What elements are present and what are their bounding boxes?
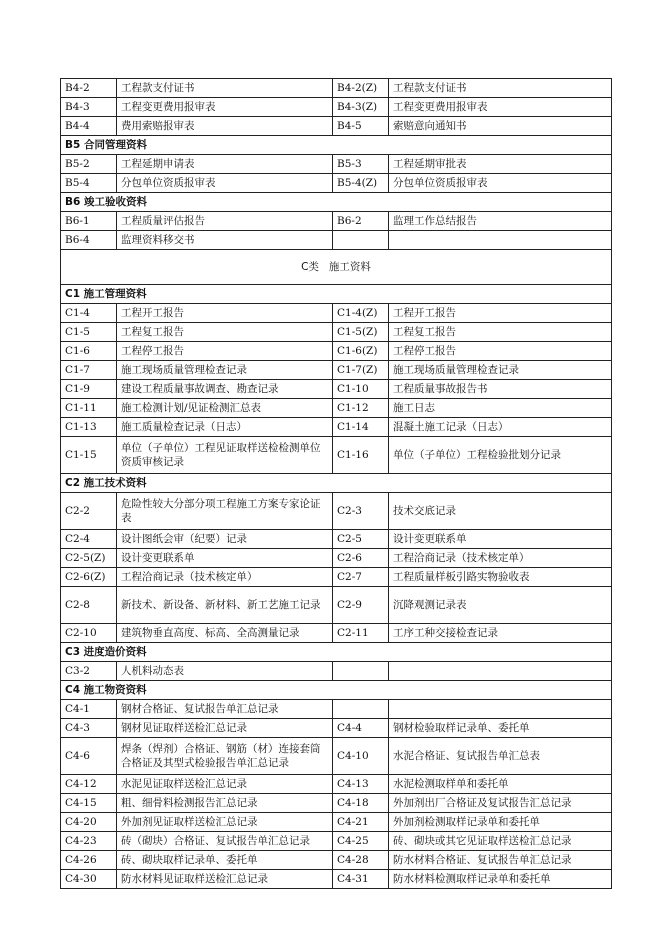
table-row (61, 530, 612, 549)
category-header-row (61, 250, 612, 285)
item-code-right: C4-13 (333, 775, 389, 794)
records-table-body (61, 79, 612, 889)
item-name-left: 砖（砌块）合格证、复试报告单汇总记录 (117, 832, 333, 851)
table-row (61, 738, 612, 775)
item-code-left: C4-30 (61, 870, 117, 889)
item-code-right: C4-31 (333, 870, 389, 889)
section-header-row (61, 474, 612, 493)
item-code-left: C4-3 (61, 719, 117, 738)
table-row (61, 79, 612, 98)
item-code-left: B4-2 (61, 79, 117, 98)
item-code-left: B4-3 (61, 98, 117, 117)
item-name-right: 钢材检验取样记录单、委托单 (389, 719, 612, 738)
item-name-left: 施工检测计划/见证检测汇总表 (117, 399, 333, 418)
table-row (61, 437, 612, 474)
item-code-right: C1-6(Z) (333, 342, 389, 361)
item-name-left: 设计图纸会审（纪要）记录 (117, 530, 333, 549)
section-title: B5 合同管理资料 (61, 136, 612, 155)
table-row (61, 851, 612, 870)
item-name-right: 工程洽商记录（技术核定单） (389, 549, 612, 568)
item-code-left: B5-2 (61, 155, 117, 174)
item-code-right: B5-4(Z) (333, 174, 389, 193)
item-name-left: 工程停工报告 (117, 342, 333, 361)
section-header-row (61, 681, 612, 700)
item-code-left: B4-4 (61, 117, 117, 136)
item-name-right: 施工现场质量管理检查记录 (389, 361, 612, 380)
item-code-right: C2-9 (333, 587, 389, 624)
records-table (60, 78, 612, 889)
item-name-left: 新技术、新设备、新材料、新工艺施工记录 (117, 587, 333, 624)
item-name-left: 钢材见证取样送检汇总记录 (117, 719, 333, 738)
item-name-left: 工程延期申请表 (117, 155, 333, 174)
item-name-right: 工程延期审批表 (389, 155, 612, 174)
item-code-right (333, 231, 389, 250)
item-code-right (333, 700, 389, 719)
item-code-right: C1-5(Z) (333, 323, 389, 342)
item-name-right: 监理工作总结报告 (389, 212, 612, 231)
item-code-left: C4-20 (61, 813, 117, 832)
table-row (61, 361, 612, 380)
table-row (61, 662, 612, 681)
item-code-left: C2-8 (61, 587, 117, 624)
item-name-left: 工程变更费用报审表 (117, 98, 333, 117)
item-code-right: C4-4 (333, 719, 389, 738)
section-header-row (61, 643, 612, 662)
table-row (61, 117, 612, 136)
item-code-left: C1-7 (61, 361, 117, 380)
table-row (61, 870, 612, 889)
item-name-left: 工程质量评估报告 (117, 212, 333, 231)
table-row (61, 719, 612, 738)
item-code-left: C2-5(Z) (61, 549, 117, 568)
table-row (61, 775, 612, 794)
section-title: B6 竣工验收资料 (61, 193, 612, 212)
item-name-left: 危险性较大分部分项工程施工方案专家论证表 (117, 493, 333, 530)
table-row (61, 568, 612, 587)
item-name-left: 外加剂见证取样送检汇总记录 (117, 813, 333, 832)
table-row (61, 418, 612, 437)
item-code-left: C4-26 (61, 851, 117, 870)
item-code-left: C2-10 (61, 624, 117, 643)
item-code-left: C2-6(Z) (61, 568, 117, 587)
item-name-left: 施工现场质量管理检查记录 (117, 361, 333, 380)
item-name-right (389, 231, 612, 250)
item-code-left: B6-1 (61, 212, 117, 231)
category-title (61, 250, 612, 285)
item-name-right: 工程变更费用报审表 (389, 98, 612, 117)
item-code-left: C3-2 (61, 662, 117, 681)
item-name-right: 索赔意向通知书 (389, 117, 612, 136)
section-header-row (61, 285, 612, 304)
item-code-right: C2-5 (333, 530, 389, 549)
item-code-left: C4-23 (61, 832, 117, 851)
item-code-left: C1-11 (61, 399, 117, 418)
item-name-right: 外加剂出厂合格证及复试报告汇总记录 (389, 794, 612, 813)
item-name-left: 工程复工报告 (117, 323, 333, 342)
item-code-left: B5-4 (61, 174, 117, 193)
item-code-right: C4-10 (333, 738, 389, 775)
item-code-right: B4-3(Z) (333, 98, 389, 117)
table-row (61, 212, 612, 231)
item-name-left: 工程款支付证书 (117, 79, 333, 98)
item-name-right: 防水材料检测取样记录单和委托单 (389, 870, 612, 889)
table-row (61, 587, 612, 624)
item-code-left: C4-1 (61, 700, 117, 719)
item-code-left: C1-6 (61, 342, 117, 361)
item-name-right: 工程款支付证书 (389, 79, 612, 98)
item-code-left: C1-9 (61, 380, 117, 399)
item-code-right: C2-6 (333, 549, 389, 568)
item-name-left: 施工质量检查记录（日志） (117, 418, 333, 437)
item-name-right: 沉降观测记录表 (389, 587, 612, 624)
item-name-left: 粗、细骨料检测报告汇总记录 (117, 794, 333, 813)
item-code-right: C4-28 (333, 851, 389, 870)
item-name-left: 钢材合格证、复试报告单汇总记录 (117, 700, 333, 719)
item-code-right: C2-7 (333, 568, 389, 587)
item-name-right: 设计变更联系单 (389, 530, 612, 549)
item-name-right: 工序工种交接检查记录 (389, 624, 612, 643)
item-name-right: 外加剂检测取样记录单和委托单 (389, 813, 612, 832)
category-name: 施工资料 (328, 261, 371, 273)
item-code-right: C4-21 (333, 813, 389, 832)
table-row (61, 98, 612, 117)
item-code-left: C1-4 (61, 304, 117, 323)
item-name-right: 工程质量样板引路实物验收表 (389, 568, 612, 587)
table-row (61, 323, 612, 342)
item-code-right: B6-2 (333, 212, 389, 231)
item-code-right: C1-12 (333, 399, 389, 418)
item-name-right: 水泥合格证、复试报告单汇总表 (389, 738, 612, 775)
item-code-left: C1-13 (61, 418, 117, 437)
item-code-left: C4-6 (61, 738, 117, 775)
table-row (61, 342, 612, 361)
item-code-right: B5-3 (333, 155, 389, 174)
table-row (61, 231, 612, 250)
table-row (61, 813, 612, 832)
item-name-left: 建筑物垂直高度、标高、全高测量记录 (117, 624, 333, 643)
item-name-right: 施工日志 (389, 399, 612, 418)
item-code-right: C2-3 (333, 493, 389, 530)
item-code-right: C4-25 (333, 832, 389, 851)
item-name-left: 砖、砌块取样记录单、委托单 (117, 851, 333, 870)
item-name-right: 砖、砌块或其它见证取样送检汇总记录 (389, 832, 612, 851)
item-name-right: 工程停工报告 (389, 342, 612, 361)
item-name-left: 焊条（焊剂）合格证、钢筋（材）连接套筒合格证及其型式检验报告单汇总记录 (117, 738, 333, 775)
item-name-left: 分包单位资质报审表 (117, 174, 333, 193)
item-name-right: 工程复工报告 (389, 323, 612, 342)
item-name-right: 分包单位资质报审表 (389, 174, 612, 193)
section-header-row (61, 193, 612, 212)
item-name-right: 工程质量事故报告书 (389, 380, 612, 399)
item-code-right: C1-7(Z) (333, 361, 389, 380)
item-code-right: C1-4(Z) (333, 304, 389, 323)
table-row (61, 624, 612, 643)
section-header-row (61, 136, 612, 155)
item-code-left: C1-5 (61, 323, 117, 342)
item-name-left: 水泥见证取样送检汇总记录 (117, 775, 333, 794)
item-code-right: C1-14 (333, 418, 389, 437)
item-name-left: 费用索赔报审表 (117, 117, 333, 136)
item-code-left: C2-2 (61, 493, 117, 530)
item-name-left: 工程开工报告 (117, 304, 333, 323)
item-code-right: C2-11 (333, 624, 389, 643)
table-row (61, 380, 612, 399)
item-code-left: C1-15 (61, 437, 117, 474)
table-row (61, 700, 612, 719)
item-name-left: 监理资料移交书 (117, 231, 333, 250)
section-title: C2 施工技术资料 (61, 474, 612, 493)
item-name-right: 工程开工报告 (389, 304, 612, 323)
item-name-left: 工程洽商记录（技术核定单） (117, 568, 333, 587)
item-code-left: B6-4 (61, 231, 117, 250)
item-name-right (389, 700, 612, 719)
table-row (61, 155, 612, 174)
item-code-right (333, 662, 389, 681)
section-title: C3 进度造价资料 (61, 643, 612, 662)
item-code-right: C4-18 (333, 794, 389, 813)
item-code-left: C2-4 (61, 530, 117, 549)
item-name-left: 单位（子单位）工程见证取样送检检测单位资质审核记录 (117, 437, 333, 474)
table-row (61, 493, 612, 530)
table-row (61, 399, 612, 418)
table-row (61, 832, 612, 851)
item-name-right: 水泥检测取样单和委托单 (389, 775, 612, 794)
section-title: C1 施工管理资料 (61, 285, 612, 304)
table-row (61, 794, 612, 813)
item-code-left: C4-12 (61, 775, 117, 794)
item-code-right: C1-10 (333, 380, 389, 399)
item-name-right: 混凝土施工记录（日志） (389, 418, 612, 437)
item-name-right: 防水材料合格证、复试报告单汇总记录 (389, 851, 612, 870)
item-name-left: 防水材料见证取样送检汇总记录 (117, 870, 333, 889)
item-name-left: 人机料动态表 (117, 662, 333, 681)
item-name-right: 技术交底记录 (389, 493, 612, 530)
table-row (61, 174, 612, 193)
table-row (61, 304, 612, 323)
item-name-left: 建设工程质量事故调查、勘查记录 (117, 380, 333, 399)
item-name-right (389, 662, 612, 681)
section-title: C4 施工物资资料 (61, 681, 612, 700)
item-code-right: C1-16 (333, 437, 389, 474)
item-code-right: B4-5 (333, 117, 389, 136)
item-name-right: 单位（子单位）工程检验批划分记录 (389, 437, 612, 474)
item-code-right: B4-2(Z) (333, 79, 389, 98)
category-code: C类 (301, 261, 319, 273)
item-name-left: 设计变更联系单 (117, 549, 333, 568)
table-row (61, 549, 612, 568)
item-code-left: C4-15 (61, 794, 117, 813)
